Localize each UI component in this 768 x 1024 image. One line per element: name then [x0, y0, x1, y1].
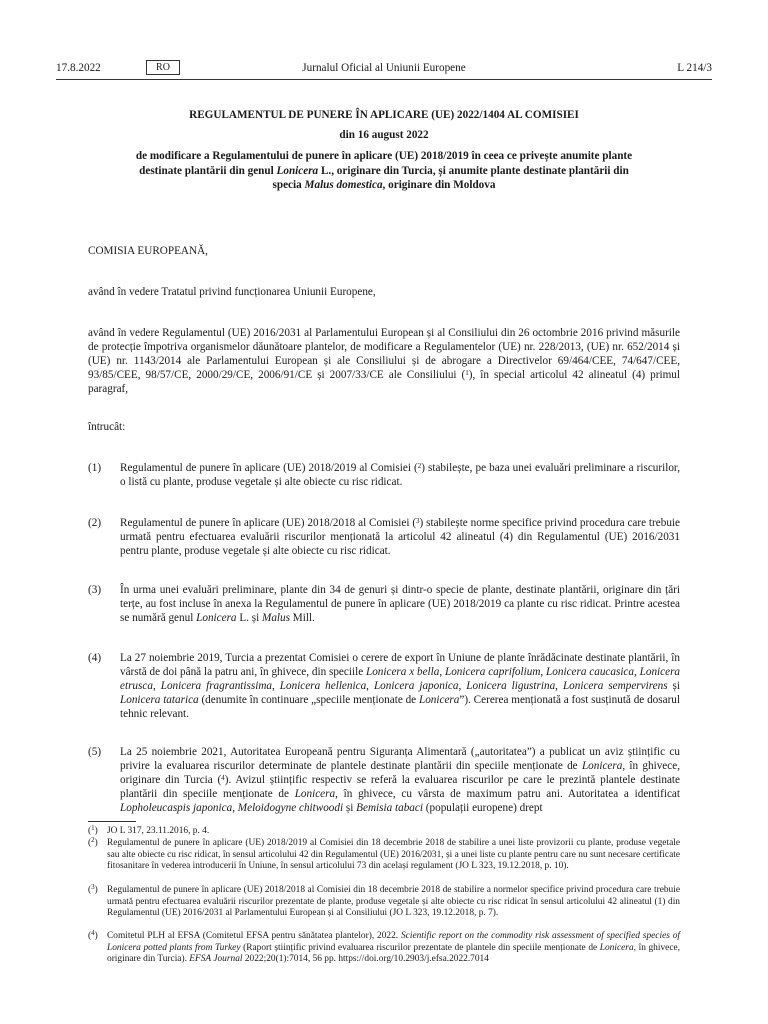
commission-heading: COMISIA EUROPEANĂ, [88, 245, 208, 257]
whereas-heading: întrucât: [88, 421, 126, 433]
header-date: 17.8.2022 [56, 62, 101, 74]
recital-regulation: având în vedere Regulamentul (UE) 2016/2031 al Parlamentului European și al Consiliului din 26 octombrie 2016 privind măsurile de protecție împotriva organismelor dăunătoare plantelor, de modificare a Regulamentelor (UE) nr. 228/2013, (UE) nr. 652/2014 și (UE) nr. 1143/2014 ale Parlamentului European și ale Consiliului și de abrogare a Directivelor 69/464/CEE, 74/647/CEE, 93/85/CEE, 98/57/CE, 2000/29/CE, 2006/91/CE și 2007/33/CE ale Consiliului ($^1$), în special articolul 42 alineatul (4) primul paragraf, [88, 327, 680, 396]
footnote-ref[interactable]: 3 [416, 517, 420, 525]
language-badge: RO [146, 60, 180, 75]
journal-title: Jurnalul Oficial al Uniunii Europene [302, 62, 466, 74]
page-number: L 214/3 [677, 62, 712, 74]
doi-link[interactable]: 2022;20(1):7014, 56 pp. https://doi.org/10.2903/j.efsa.2022.7014 [242, 954, 489, 965]
footnote-ref[interactable]: 1 [465, 369, 469, 378]
footnote-rule [88, 821, 136, 822]
header-rule [56, 79, 712, 80]
footnote-ref[interactable]: 2 [417, 462, 422, 470]
regulation-title: REGULAMENTUL DE PUNERE ÎN APLICARE (UE) 2022/1404 AL COMISIEI [189, 109, 579, 121]
regulation-date: din 16 august 2022 [339, 129, 429, 141]
recital-treaty: având în vedere Tratatul privind funcționarea Uniunii Europene, [88, 286, 376, 298]
footnote-ref[interactable]: 4 [221, 774, 225, 783]
regulation-subject: de modificare a Regulamentului de punere în aplicare (UE) 2018/2019 în ceea ce privește anumite plante destinate plantării din genul Lonicera L., originare din Turcia, și anumite plante destinate plantării din specia Malus domestica, originare din Moldova [135, 150, 633, 191]
page-header [56, 60, 712, 76]
